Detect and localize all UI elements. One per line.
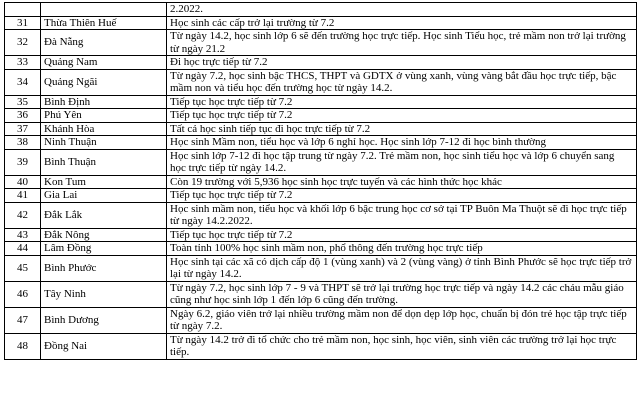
school-reopening-note: Tiếp tục học trực tiếp từ 7.2 (167, 189, 637, 203)
schedule-table-body (5, 3, 637, 360)
row-number: 45 (5, 255, 41, 281)
school-reopening-note: Học sinh tại các xã có dịch cấp độ 1 (vùng xanh) và 2 (vùng vàng) ở tỉnh Bình Phước sẽ học trực tiếp trở lại từ ngày 14.2. (167, 255, 637, 281)
row-number: 40 (5, 175, 41, 189)
table-row (5, 281, 637, 307)
table-row (5, 122, 637, 136)
school-reopening-note: Ngày 6.2, giáo viên trở lại nhiều trường mầm non để dọn dẹp lớp học, chuẩn bị đón trẻ học tập trực tiếp từ ngày 7.2. (167, 307, 637, 333)
school-reopening-note: Tiếp tục học trực tiếp từ 7.2 (167, 95, 637, 109)
table-row (5, 149, 637, 175)
table-row (5, 333, 637, 359)
province-name: Tây Ninh (41, 281, 167, 307)
school-reopening-note: Toàn tỉnh 100% học sinh mầm non, phổ thông đến trường học trực tiếp (167, 242, 637, 256)
table-row-continuation (5, 3, 637, 17)
province-name: Đắk Nông (41, 228, 167, 242)
province-name: Bình Thuận (41, 149, 167, 175)
province-name: Thừa Thiên Huế (41, 16, 167, 30)
province-name: Quảng Ngãi (41, 69, 167, 95)
table-row (5, 255, 637, 281)
row-number: 35 (5, 95, 41, 109)
school-reopening-note: Tiếp tục học trực tiếp từ 7.2 (167, 109, 637, 123)
province-name: Gia Lai (41, 189, 167, 203)
province-name: Bình Phước (41, 255, 167, 281)
row-number: 34 (5, 69, 41, 95)
continuation-note: 2.2022. (167, 3, 637, 17)
province-name: Phú Yên (41, 109, 167, 123)
row-number: 42 (5, 202, 41, 228)
row-number: 41 (5, 189, 41, 203)
province-name: Bình Dương (41, 307, 167, 333)
school-reopening-note: Học sinh mầm non, tiểu học và khối lớp 6 bậc trung học cơ sở tại TP Buôn Ma Thuột sẽ đi học trực tiếp từ ngày 14.2.2022. (167, 202, 637, 228)
row-number: 31 (5, 16, 41, 30)
province-name: Đắk Lắk (41, 202, 167, 228)
schedule-table (4, 2, 637, 360)
table-row (5, 136, 637, 150)
row-number: 43 (5, 228, 41, 242)
school-reopening-note: Học sinh Mầm non, tiểu học và lớp 6 nghỉ học. Học sinh lớp 7-12 đi học bình thường (167, 136, 637, 150)
table-row (5, 30, 637, 56)
table-row (5, 109, 637, 123)
province-name: Ninh Thuận (41, 136, 167, 150)
row-number: 44 (5, 242, 41, 256)
table-row (5, 189, 637, 203)
table-row (5, 16, 637, 30)
table-row (5, 228, 637, 242)
school-reopening-note: Tiếp tục học trực tiếp từ 7.2 (167, 228, 637, 242)
school-reopening-note: Từ ngày 7.2, học sinh bậc THCS, THPT và GDTX ở vùng xanh, vùng vàng bắt đầu học trực tiếp, bậc mầm non và tiểu học đến trường học từ ngày 14.2. (167, 69, 637, 95)
table-row (5, 56, 637, 70)
school-reopening-note: Từ ngày 7.2, học sinh lớp 7 - 9 và THPT sẽ trở lại trường học trực tiếp và ngày 14.2 các cháu mẫu giáo cũng như học sinh lớp 1 đến lớp 6 cũng đến trường. (167, 281, 637, 307)
row-number: 33 (5, 56, 41, 70)
school-reopening-note: Còn 19 trường với 5,936 học sinh học trực tuyến và các hình thức học khác (167, 175, 637, 189)
school-reopening-note: Học sinh lớp 7-12 đi học tập trung từ ngày 7.2. Trẻ mầm non, học sinh tiểu học và lớp 6 chuyển sang học trực tiếp từ ngày 14.2. (167, 149, 637, 175)
province-name: Bình Định (41, 95, 167, 109)
province-name: Khánh Hòa (41, 122, 167, 136)
table-row (5, 307, 637, 333)
school-reopening-note: Đi học trực tiếp từ 7.2 (167, 56, 637, 70)
table-row (5, 242, 637, 256)
table-row (5, 95, 637, 109)
table-row (5, 69, 637, 95)
row-number: 36 (5, 109, 41, 123)
province-name: Lâm Đồng (41, 242, 167, 256)
table-row (5, 202, 637, 228)
empty-cell (5, 3, 41, 17)
empty-cell (41, 3, 167, 17)
row-number: 39 (5, 149, 41, 175)
row-number: 32 (5, 30, 41, 56)
school-reopening-note: Tất cả học sinh tiếp tục đi học trực tiếp từ 7.2 (167, 122, 637, 136)
row-number: 38 (5, 136, 41, 150)
province-name: Quảng Nam (41, 56, 167, 70)
school-reopening-note: Từ ngày 14.2, học sinh lớp 6 sẽ đến trường học trực tiếp. Học sinh Tiểu học, trẻ mầm non trở lại trường từ ngày 21.2 (167, 30, 637, 56)
row-number: 48 (5, 333, 41, 359)
province-name: Đà Nẵng (41, 30, 167, 56)
school-reopening-note: Học sinh các cấp trở lại trường từ 7.2 (167, 16, 637, 30)
row-number: 37 (5, 122, 41, 136)
province-name: Kon Tum (41, 175, 167, 189)
row-number: 47 (5, 307, 41, 333)
school-reopening-note: Từ ngày 14.2 trở đi tổ chức cho trẻ mầm non, học sinh, học viên, sinh viên các trường trở lại học trực tiếp. (167, 333, 637, 359)
table-row (5, 175, 637, 189)
row-number: 46 (5, 281, 41, 307)
province-name: Đồng Nai (41, 333, 167, 359)
